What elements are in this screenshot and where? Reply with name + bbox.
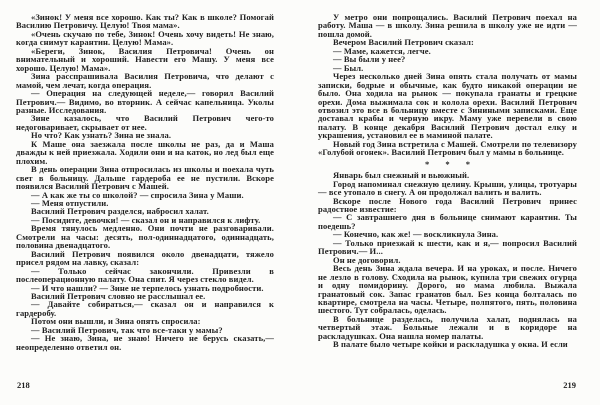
paragraph: — Конечно, как же! — воскликнула Зина. xyxy=(333,229,499,240)
paragraph: Зина расспрашивала Василия Петровича, что делают с мамой, чем лечат, когда операция. xyxy=(16,71,274,90)
paragraph: В палате было четыре койки и раскладушка у окна. И если xyxy=(333,339,568,350)
paragraph: Город напоминал снежную целину. Крыши, улицы, тротуары — все утопало в снегу. А он продолжал валить и валить. xyxy=(318,178,577,198)
paragraph: Новый год Зина встретила с Машей. Смотрели по телевизору «Голубой огонек». Василий Петрович был у мамы в больнице. xyxy=(318,138,577,158)
paragraph: — И что нашли? — Зине не терпелось узнать подробности. xyxy=(31,282,264,293)
section-separator: * * * xyxy=(425,158,477,169)
paragraph: — Не знаю, Зина, не знаю! Ничего не берусь сказать,— неопределенно ответил он. xyxy=(16,333,274,352)
paragraph: — С завтрашнего дня в больнице снимают карантин. Ты поедешь? xyxy=(318,212,577,231)
book-spread xyxy=(16,13,577,351)
paragraph: Весь день Зина ждала вечера. И на уроках, и после. Ничего не лезло в голову. Сходила на рынок, купила три свежих огурца и одну помидорину. Дорого, но мама любила. Выжала гранатовый сок. Запас гранатов был. Без конца болталась по квартире, смотрела на часы. Четыре, полпятого, пять, половина шестого. Тут собралась, оделась. xyxy=(318,263,577,316)
paragraph: — Меня отпустили. xyxy=(31,197,109,208)
paragraph: «Береги, Зинок, Василия Петровича! Очень он внимательный и хороший. Навести его Машу. У меня все хорошо. Целую! Мама». xyxy=(16,45,274,73)
paragraph: — Маме, кажется, легче. xyxy=(333,45,431,56)
page-text-column xyxy=(16,13,274,351)
paragraph: К Маше она заезжала после школы не раз, да и Маша дважды к ней приезжала. Ходили они и на каток, но лед был еще плохим. xyxy=(16,138,274,166)
paragraph: Через несколько дней Зина опять стала получать от мамы записки, бодрые и обычные, как будто никакой операции не было. Она ходила на рынок — покупала гранаты и грецкие орехи. Дома выжимала сок и колола орехи. Василий Петрович отвозил это все в больницу вместе с Зиниными записками. Еще доставал крабы и черную икру. Маму уже перевели в свою палату. В конце декабря Василий Петрович достал елку и украшения, установил ее в маминой палате. xyxy=(318,71,577,141)
paragraph: В день операции Зина отпросилась из школы и поехала чуть свет в больницу. Дальше гардероба ее не пустили. Вскоре появился Василий Петрович с Машей. xyxy=(16,164,274,192)
book-page-right xyxy=(318,13,577,351)
paragraph: — Операция на следующей неделе,— говорил Василий Петрович.— Видимо, во вторник. А сейчас капельница. Уколы разные. Исследования. xyxy=(16,88,274,115)
page-text-column xyxy=(318,13,577,349)
paragraph: — Давайте собираться,— сказал он и направился к гардеробу. xyxy=(16,299,274,318)
paragraph: — Посидите, девочки! — сказал он и направился к лифту. xyxy=(31,214,261,225)
paragraph: Василий Петрович словно не расслышал ее. xyxy=(31,290,206,301)
paragraph: Он не договорил. xyxy=(333,254,401,265)
paragraph: — Только приезжай к шести, как и я,— попросил Василий Петрович.— И... xyxy=(318,237,577,257)
paragraph: «Очень скучаю по тебе, Зинок! Очень хочу видеть! Не знаю, когда снимут карантин. Целую! Мама». xyxy=(16,28,274,48)
paragraph: — Только сейчас закончили. Привезли в послеоперационную палату. Она спит. Я через стекло видел. xyxy=(16,265,274,285)
paragraph: Василий Петрович разделся, набросил халат. xyxy=(31,206,209,217)
paragraph: Потом они вышли, и Зина опять спросила: xyxy=(31,316,201,327)
book-page-left xyxy=(16,13,274,351)
paragraph: — Вы были у нее? xyxy=(333,54,406,65)
page-number: 219 xyxy=(563,380,576,390)
paragraph: Василий Петрович появился около двенадцати, тяжело присел рядом на лавку, сказал: xyxy=(16,248,274,268)
paragraph: Зине казалось, что Василий Петрович чего-то недоговаривает, скрывает от нее. xyxy=(16,113,274,132)
paragraph: Январь был снежный и вьюжный. xyxy=(333,170,470,181)
paragraph: Вечером Василий Петрович сказал: xyxy=(333,37,474,48)
paragraph: — Василий Петрович, так что все-таки у мамы? xyxy=(31,324,223,335)
paragraph: Но что? Как узнать? Зина не знала. xyxy=(31,130,172,141)
paragraph: Время тянулось медленно. Они почти не разговаривали. Смотрели на часы: десять, пол-одиннадцатого, одиннадцать, половина двенадцатого. xyxy=(16,223,274,251)
paragraph: — Был. xyxy=(333,62,364,73)
paragraph: — А как же ты со школой? — спросила Зина у Маши. xyxy=(31,189,244,200)
page-number: 218 xyxy=(17,380,30,390)
paragraph: У метро они попрощались. Василий Петрович поехал на работу. Маша — в школу. Зина решила в школу уже не идти — пошла домой. xyxy=(318,12,577,39)
paragraph: Вскоре после Нового года Василий Петрович принес радостное известие: xyxy=(318,195,577,214)
paragraph: В больнице разделась, получила халат, поднялась на четвертый этаж. Больные лежали и в коридоре на раскладушках. Она нашла номер палаты. xyxy=(318,313,577,341)
paragraph: «Зинок! У меня все хорошо. Как ты? Как в школе? Помогай Василию Петровичу. Целую! Твоя мама». xyxy=(16,12,274,31)
